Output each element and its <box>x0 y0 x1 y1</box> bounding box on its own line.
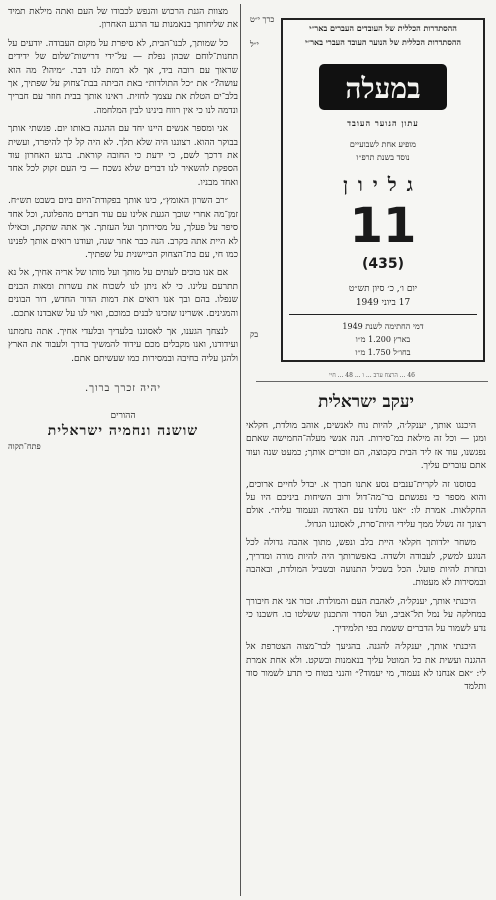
masthead-box <box>281 18 485 362</box>
paragraph: היכנתי אותך, יענקל׳ה, לאהבת העם והמולדת. זכור אני את חיבורך במחלקה על נמל תל־אביב, ועל הסדר והתכנון ששלטו בו. חשבנו כי נדע לשמור על הדברים ששמת בפי תלמידיך. <box>246 596 486 634</box>
org-line-1: ההסתדרות הכללית של העובדים העברים באר״י <box>309 23 457 33</box>
newspaper-subtitle: עתון הנוער העובד <box>347 118 419 128</box>
paragraph: מצוות הגנת הרכוש והנפש לכבודו של העם ואתה מילאת תמיד את שליחותך בנאמנות עד הרגע האחרון. <box>8 7 238 31</box>
founded: נוסד בשנת תרפ״ו <box>356 153 410 162</box>
newspaper-logo <box>317 60 449 114</box>
issue-date <box>283 282 483 310</box>
date-gregorian: 17 ביוני 1949 <box>355 298 411 308</box>
subs-title: דמי החתימה לשנת 1949 <box>342 322 424 331</box>
folio-rule <box>256 381 488 382</box>
article-continuation-column <box>8 6 238 891</box>
volume-label: כרך י״ט <box>250 15 275 24</box>
box-divider <box>289 314 477 315</box>
article-heading: יעקב ישראלית <box>318 392 414 412</box>
subs-abroad: בחו״ל 1.750 מ״ו <box>355 348 411 357</box>
svg-text:במעלה: במעלה <box>345 72 421 105</box>
paragraph: בסוסנו זה לקרית־ענבים נסע אתנו חברך א. יבדל לחיים ארוכים, והוא מספר כי נפגשתם בר־מה־דול ורוב השיחות ביניכם היו על החקלאות. אמרת לו: ״אנו נולדנו עם האדמה ונעמוד עליה״. אולם רצונך זה נשלל ממך עלידי היות־סרת, לאסוננו הגדול. <box>246 479 486 530</box>
issue-number: 11 <box>349 198 417 254</box>
paragraph: משחר ילדותך חקלאי היית בלב ונפש, מתוך אהבה גדולה לכל הנוגע למשק, לעבודה ולשדה. באפשרותך היה להיות מורה ומדריך, ובחרת להיות פועל. הכל בשביל התנועה ובשביל המולדת, ובאהבה ובמסירות לא מעטות. <box>246 538 486 589</box>
signature-city: פתח־תקוה <box>8 442 41 452</box>
paragraph: כל שמותך, לבנו־הבית, לא סיפרת על מקום העבודה. יודעים על תחנות־לוחם שבהן נפלת — על־ידי דרישות־שלום של ידידים שראוך עם רובה ביד, אך לא רמזת לנו דבר. ״מיהו? מה הוא עושה?״ את ״כל התולדות״ באת הביתה בבת־צחוק על שפתיך, אך בלב־ים הטלת את עצמך לחזית. ראינו אותך בבית חוזר עם חבריך ונדמה לנו כי אין רווח בינינו לבין המלחמה. <box>8 38 238 116</box>
margin-mark: י״ל <box>250 40 259 49</box>
subs-israel: בארץ 1.200 מ״ו <box>355 335 411 344</box>
date-hebrew: יום ו׳, כ׳ סיון תש״ט <box>348 284 418 294</box>
folio-strip-text: 46 ... הרצח ערב ... ו ... 48 ... חיי <box>329 372 415 379</box>
paragraph: אם אנו בוכים לעתים על מותך ועל מותו של אריה אחיך, אל נא תתרעם עלינו. כי לא ניתן לנו לשכוח את עשרות ומאות הבנים שנפלו. בהם ובך אנו רואים את דמות הדור החדש, דור הבונים והמגינים. אשרינו שזכינו לבנים כמוכם, ואוי לנו על שאבדנו אתכם. <box>8 268 238 319</box>
margin-mark: בק <box>250 330 259 339</box>
signature-parents-label: ההורים <box>110 410 136 421</box>
paragraph: אני ומספר אנשים היינו יחד עם ההגנה באותו יום. פגשתי אותך בבוקר ההוא. רצוננו היה שלא תלך. לא היה קל לך להיפרד, ועשית את דרכך לשם, כי ידעת כי החובה קוראת. ברגע האחרון עוד הספקת להשאיר לנו דברים שלא נשכח — כי העם זקוק לכל אחד ואחד מבניו. <box>8 124 238 188</box>
signature-parents-names: שושנה ונחמיה ישראלית <box>47 422 199 439</box>
paragraph: היכנתי אותך, יענקל׳ה להגנה. בהגיעך לבר־מצוה הצטרפת אל ההגנה ועשית את כל המוטל עליך בנאמנות ובשקט. ולא אחת אמרת לי: ״אם אנחנו לא נעמוד, מי יעמוד?״ והנני בטוח כי תדע לשמור סוד ותלמד <box>246 642 486 693</box>
org-line-2: ההסתדרות הכללית של הנוער העובד העברי באר״י <box>304 37 462 47</box>
publication-info <box>283 138 483 164</box>
issue-label: גליון <box>343 174 423 196</box>
paragraph: ״רב השרון האומץ״, כינו אותך בפקודת־היום ביום בשבט תש״ח. זמן־מה אחרי שובך הגעת אלינו עם עוד חברים מהפלוגה, וכל אחד סיפר על פעלך, על מסירותך ועל העזתך. אך אתה שתקת, וכאילו לא היית אתה בקרב. הנה כבר אחר שנה, ועודנו רואים אותך לפנינו כמו חי, עם בת־הצחוק הביישנית על שפתיך. <box>8 196 238 260</box>
paragraph: היכנגו אותך, יענקל׳ה, להיות נוח לאנשים, אוהב מולדת, חקלאי ומגן — וכל זה מילאת במ־סירות. הנה אנשי מעלה־החמישה שאתם נפגשנו, עוד אז ליד הבית בקבוצה, הם זוכרים אותך; כמעט שנה ועוד אתם עוברים עליך. <box>246 421 486 472</box>
column-divider <box>240 4 241 896</box>
issue-total: (435) <box>361 256 405 272</box>
article-main-column <box>246 420 486 894</box>
frequency: מופיע אחת לשבועיים <box>349 140 417 149</box>
paragraph: לנצחך הגענו, אך לאסוננו בלעדיך ובלעדי אחיך. אתה נחמתנו ועידודנו, ואנו מקבלים מכם עידוד להמשיך בדרך ולעבוד את הארץ ולהגן עליה בחיבה ובמסירות כמו שעשיתם אתם. <box>8 326 238 364</box>
memorial-line: יהיה זכרך ברוך. <box>85 383 161 395</box>
subscription-info <box>283 320 483 359</box>
